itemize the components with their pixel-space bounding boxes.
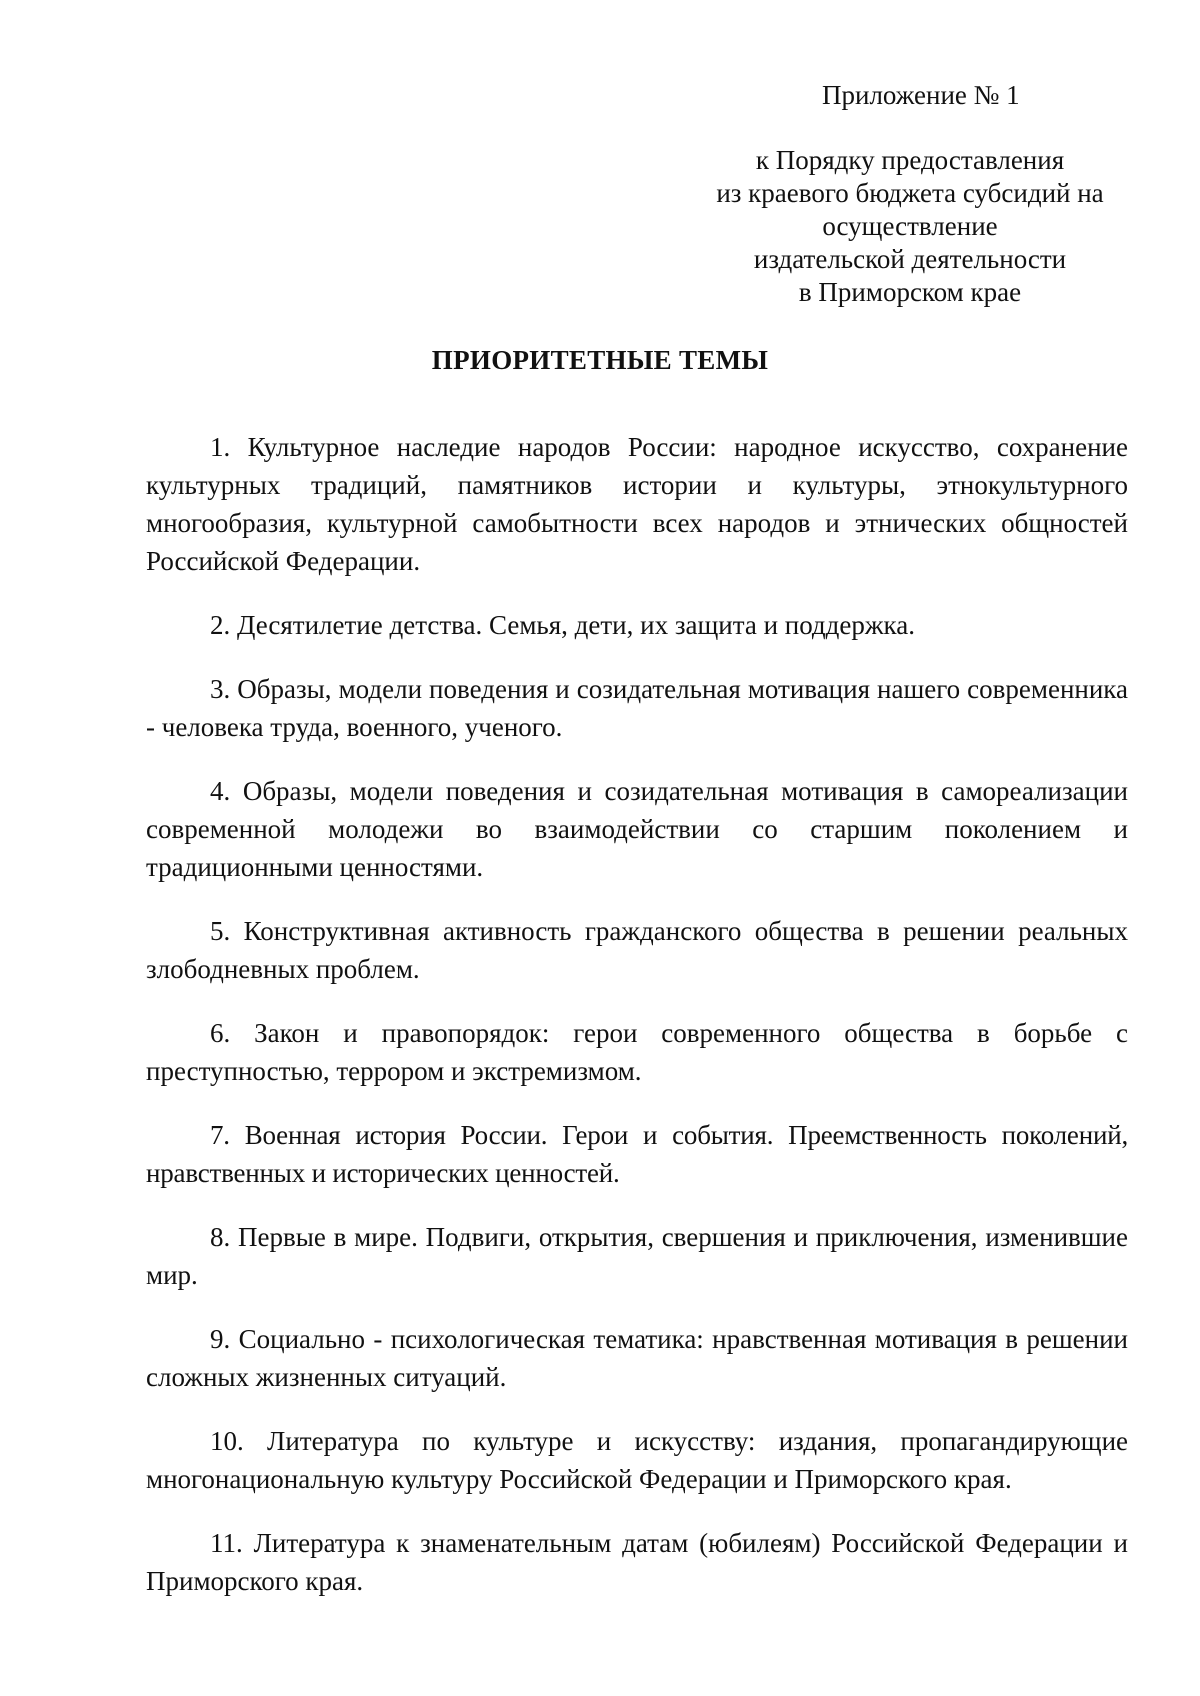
appendix-reference-line: к Порядку предоставления bbox=[755, 145, 1065, 175]
topic-item: 3. Образы, модели поведения и созидательная мотивация нашего современника - человека труда, военного, ученого. bbox=[146, 674, 1128, 742]
topics-list bbox=[146, 428, 1128, 1626]
topic-item: 7. Военная история России. Герои и события. Преемственность поколений, нравственных и исторических ценностей. bbox=[146, 1120, 1128, 1188]
topic-item: 10. Литература по культуре и искусству: издания, пропагандирующие многонациональную культуру Российской Федерации и Приморского края. bbox=[146, 1426, 1128, 1494]
appendix-reference-line: из краевого бюджета субсидий на bbox=[716, 178, 1104, 208]
topic-item: 2. Десятилетие детства. Семья, дети, их защита и поддержка. bbox=[210, 610, 915, 640]
topic-item: 1. Культурное наследие народов России: народное искусство, сохранение культурных традиций, памятников истории и культуры, этнокультурного многообразия, культурной самобытности всех народов и этнических общностей Российской Федерации. bbox=[146, 432, 1128, 576]
topic-item: 4. Образы, модели поведения и созидательная мотивация в самореализации современной молодежи во взаимодействии со старшим поколением и традиционными ценностями. bbox=[146, 776, 1128, 882]
appendix-reference-line: в Приморском крае bbox=[798, 277, 1022, 307]
appendix-reference-line: издательской деятельности bbox=[753, 244, 1067, 274]
topic-item: 11. Литература к знаменательным датам (юбилеям) Российской Федерации и Приморского края. bbox=[146, 1528, 1128, 1596]
appendix-reference bbox=[700, 144, 1120, 309]
topic-item: 6. Закон и правопорядок: герои современного общества в борьбе с преступностью, террором и экстремизмом. bbox=[146, 1018, 1128, 1086]
topic-item: 8. Первые в мире. Подвиги, открытия, свершения и приключения, изменившие мир. bbox=[146, 1222, 1128, 1290]
appendix-reference-line: осуществление bbox=[822, 211, 998, 241]
appendix-number: Приложение № 1 bbox=[822, 80, 1020, 110]
page-title: ПРИОРИТЕТНЫЕ ТЕМЫ bbox=[431, 345, 769, 375]
topic-item: 5. Конструктивная активность гражданского общества в решении реальных злободневных проблем. bbox=[146, 916, 1128, 984]
topic-item: 9. Социально - психологическая тематика: нравственная мотивация в решении сложных жизненных ситуаций. bbox=[146, 1324, 1128, 1392]
